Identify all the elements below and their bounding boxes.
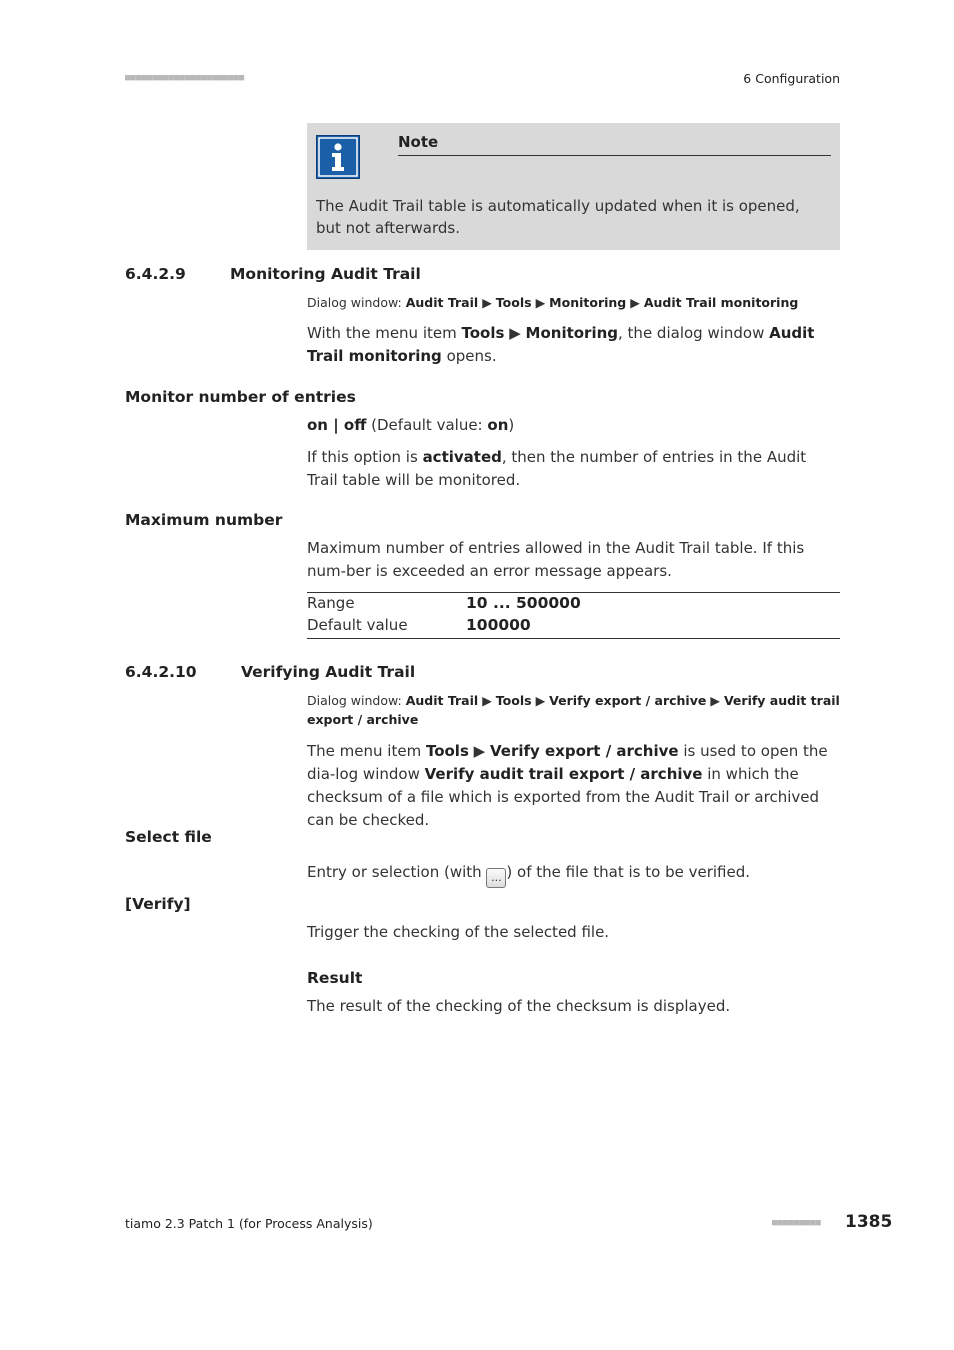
section-intro: The menu item Tools ▶ Verify export / archive is used to open the dia-log window Verify audit trail export / archive in which the checksum of a file which is exported from the Audit Trail or archived can be checked. bbox=[307, 742, 828, 829]
parameter-name: Select file bbox=[125, 828, 212, 846]
info-icon bbox=[316, 135, 360, 179]
page-number: 1385 bbox=[845, 1212, 893, 1232]
parameter-description: Trigger the checking of the selected file. bbox=[307, 923, 610, 941]
note-text: The Audit Trail table is automatically updated when it is opened, but not afterwards. bbox=[316, 197, 800, 237]
browse-button-icon: ... bbox=[486, 868, 506, 888]
section-number: 6.4.2.10 bbox=[125, 663, 197, 681]
result-heading: Result bbox=[307, 969, 363, 987]
result-text: The result of the checking of the checksum is displayed. bbox=[307, 997, 731, 1015]
parameter-description: Maximum number of entries allowed in the Audit Trail table. If this num-ber is exceeded an error message appears. bbox=[307, 539, 805, 580]
parameter-options: on | off (Default value: on) bbox=[307, 416, 515, 434]
parameter-description: Entry or selection (with ... ) of the file that is to be verified. bbox=[307, 861, 840, 888]
table-bottom-rule bbox=[307, 638, 840, 639]
footer-decoration: ■■■■■■■■■ bbox=[772, 1218, 821, 1228]
header-decoration: ■■■■■■■■■■■■■■■■■■■■■■ bbox=[125, 73, 245, 83]
footer-product: tiamo 2.3 Patch 1 (for Process Analysis) bbox=[125, 1216, 373, 1231]
chapter-title: 6 Configuration bbox=[743, 71, 840, 86]
parameter-description: If this option is activated, then the number of entries in the Audit Trail table will be monitored. bbox=[307, 448, 807, 489]
parameter-name: Maximum number bbox=[125, 511, 283, 529]
section-intro: With the menu item Tools ▶ Monitoring, the dialog window Audit Trail monitoring opens. bbox=[307, 324, 815, 365]
parameter-name: [Verify] bbox=[125, 895, 191, 913]
note-title: Note bbox=[398, 133, 439, 151]
dialog-path: Dialog window: Audit Trail ▶ Tools ▶ Verify export / archive ▶ Verify audit trail export / archive bbox=[307, 693, 840, 727]
section-number: 6.4.2.9 bbox=[125, 265, 186, 283]
table-label: Range bbox=[307, 594, 355, 612]
table-top-rule bbox=[307, 592, 840, 593]
table-value: 100000 bbox=[466, 616, 531, 634]
table-label: Default value bbox=[307, 616, 408, 634]
parameter-name: Monitor number of entries bbox=[125, 388, 356, 406]
section-title: Verifying Audit Trail bbox=[241, 663, 416, 681]
section-title: Monitoring Audit Trail bbox=[230, 265, 421, 283]
note-divider bbox=[398, 155, 831, 156]
dialog-path: Dialog window: Audit Trail ▶ Tools ▶ Monitoring ▶ Audit Trail monitoring bbox=[307, 295, 799, 310]
table-value: 10 ... 500000 bbox=[466, 594, 581, 612]
